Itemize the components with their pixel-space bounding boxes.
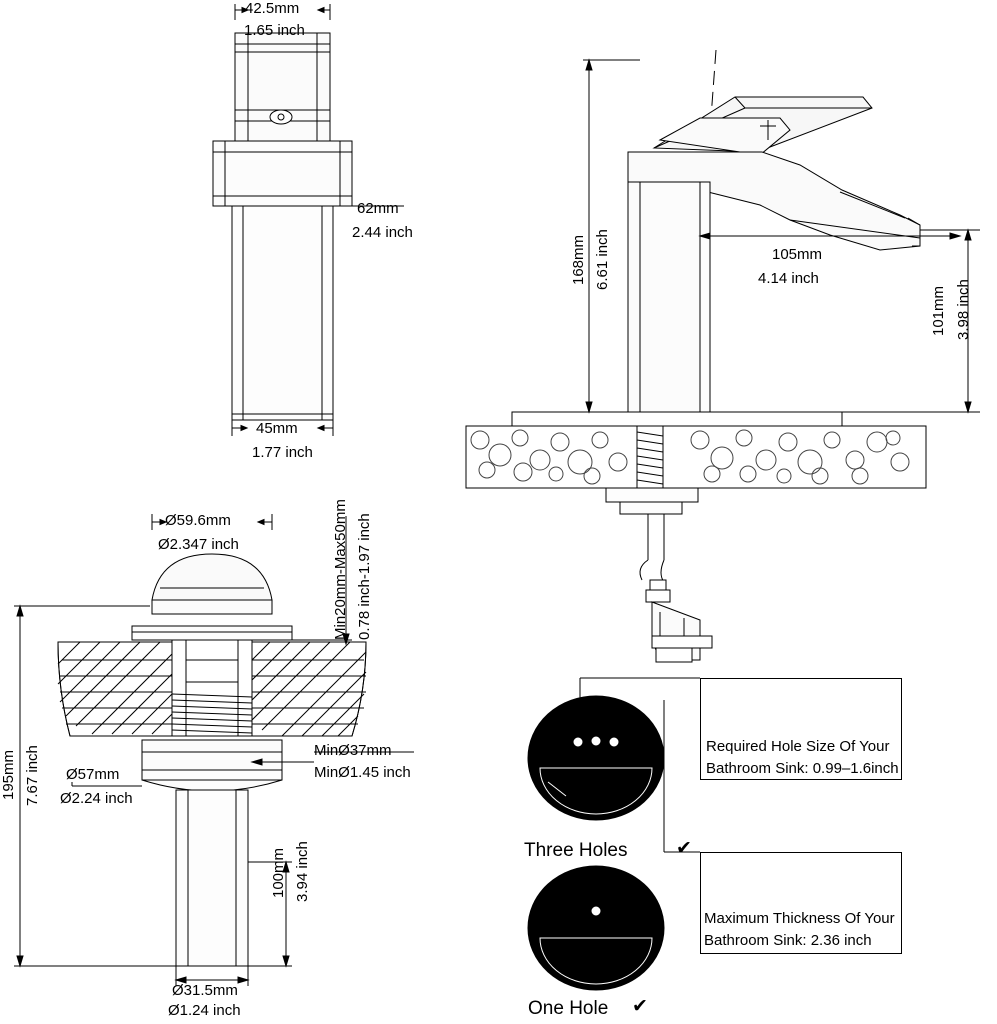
dim-label-195mm: 195mm bbox=[0, 749, 17, 800]
dim-label-4-14inch: 4.14 inch bbox=[758, 270, 819, 287]
dim-label-62mm: 62mm bbox=[357, 200, 399, 217]
dim-label-min-d1-45inch: MinØ1.45 inch bbox=[314, 764, 411, 781]
dim-label-1-77inch: 1.77 inch bbox=[252, 444, 313, 461]
dim-label-168mm: 168mm bbox=[570, 234, 587, 285]
dim-label-min-d37mm: MinØ37mm bbox=[314, 742, 392, 759]
dim-label-3-94inch: 3.94 inch bbox=[294, 841, 311, 902]
dim-label-6-61inch: 6.61 inch bbox=[594, 229, 611, 290]
dim-label-d59-6mm: Ø59.6mm bbox=[165, 512, 231, 529]
callout-thickness-line2: Bathroom Sink: 2.36 inch bbox=[704, 932, 872, 949]
callout-hole-size-line2: Bathroom Sink: 0.99–1.6inch bbox=[706, 760, 899, 777]
dim-label-100mm: 100mm bbox=[270, 847, 287, 898]
dim-label-0-78-1-97inch: 0.78 inch-1.97 inch bbox=[356, 513, 373, 640]
callout-thickness-line1: Maximum Thickness Of Your bbox=[704, 910, 895, 927]
dim-label-1-65inch: 1.65 inch bbox=[244, 22, 305, 39]
dim-label-45mm: 45mm bbox=[256, 420, 298, 437]
dim-label-105mm: 105mm bbox=[772, 246, 823, 263]
dim-label-d57mm: Ø57mm bbox=[66, 766, 120, 783]
dim-label-7-67inch: 7.67 inch bbox=[24, 745, 41, 806]
dim-label-42-5mm: 42.5mm bbox=[245, 0, 300, 17]
check-icon-three-holes: ✔ bbox=[676, 838, 692, 859]
dim-label-2-44inch: 2.44 inch bbox=[352, 224, 413, 241]
dim-label-d1-24inch: Ø1.24 inch bbox=[168, 1002, 241, 1019]
dim-label-3-98inch: 3.98 inch bbox=[955, 279, 972, 340]
dim-label-d2-347inch: Ø2.347 inch bbox=[158, 536, 239, 553]
check-icon-one-hole: ✔ bbox=[632, 996, 648, 1017]
dim-label-d2-24inch: Ø2.24 inch bbox=[60, 790, 133, 807]
sink-option-label-one-hole: One Hole bbox=[528, 998, 609, 1019]
dim-label-min20-max50mm: Min20mm-Max50mm bbox=[332, 499, 349, 640]
sink-option-label-three-holes: Three Holes bbox=[524, 840, 628, 861]
callout-hole-size-line1: Required Hole Size Of Your bbox=[706, 738, 890, 755]
dim-label-101mm: 101mm bbox=[930, 285, 947, 336]
dim-label-d31-5mm: Ø31.5mm bbox=[172, 982, 238, 999]
